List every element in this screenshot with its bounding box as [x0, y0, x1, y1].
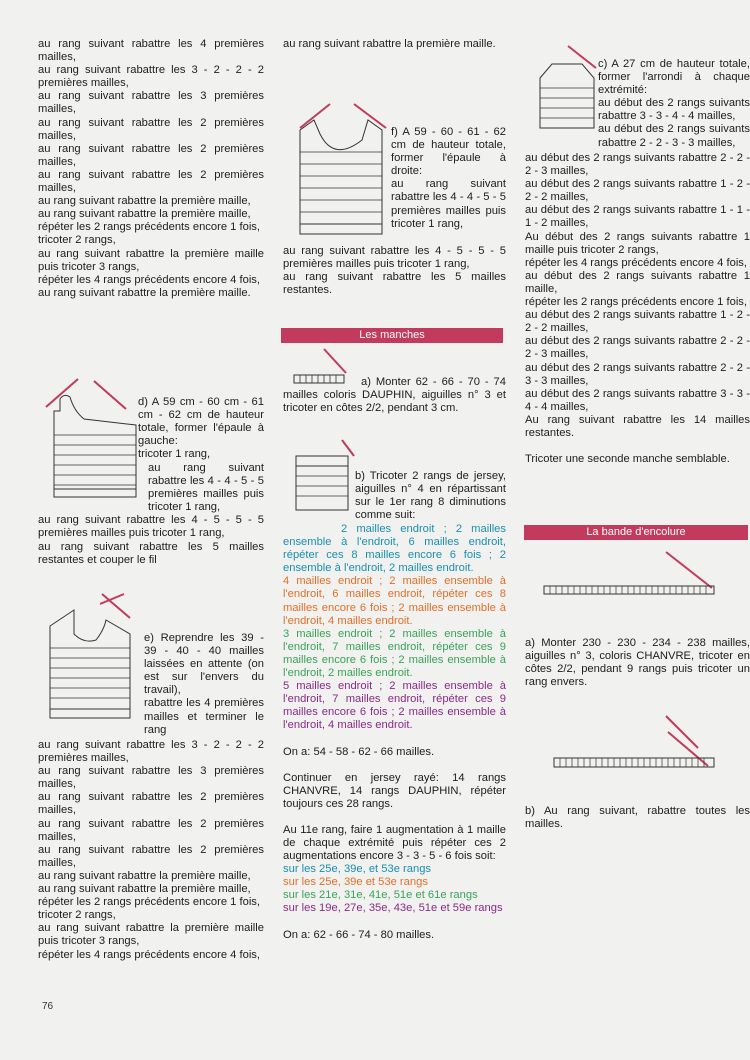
col1-line: au rang suivant rabattre les 2 premières mailles, [38, 168, 264, 195]
second-sleeve-text: Tricoter une seconde manche semblable. [525, 453, 730, 466]
col1-line: au rang suivant rabattre les 3 premières mailles, [38, 90, 264, 116]
step-f-intro: f) A 59 - 60 - 61 - 62 cm de hauteur totale, former l'épaule à droite: [391, 126, 506, 178]
col1-line: au rang suivant rabattre la première maille, [38, 195, 251, 208]
col1-block2 [38, 739, 264, 962]
neckband-cast-on-diagram [536, 548, 726, 608]
sleeve-step-c-intro: c) A 27 cm de hauteur totale, former l'arrondi à chaque extrémité: [598, 58, 750, 97]
sleeve-step-c-line: au début des 2 rangs suivants rabattre 2 - 2 - 3 - 3 mailles, [598, 123, 750, 149]
size-line: 5 mailles endroit ; 2 mailles ensemble à l'endroit, 7 mailles endroit, répéter ces 9 mailles encore 6 fois ; 2 mailles ensemble à l'endroit, 4 mailles endroit. [283, 680, 506, 732]
step-f [391, 126, 506, 231]
col1-line: répéter les 4 rangs précédents encore 4 fois, [38, 948, 261, 961]
rows-size-4: sur les 19e, 27e, 35e, 43e, 51e et 59e rangs [283, 902, 503, 915]
step-e-intro: e) Reprendre les 39 - 39 - 40 - 40 mailles laissées en attente (on est sur l'envers du travail), [144, 632, 264, 697]
col1-line: au rang suivant rabattre les 2 premières mailles, [38, 817, 264, 843]
sleeve-step-b [355, 470, 506, 522]
size-line: 3 mailles endroit ; 2 mailles ensemble à l'endroit, 7 mailles endroit, répéter ces 9 mailles encore 6 fois ; 2 mailles ensemble à l'endroit, 2 mailles endroit. [283, 627, 506, 680]
sleeve-cap-line: au début des 2 rangs suivants rabattre 2 - 2 - 2 - 3 mailles, [525, 152, 750, 178]
step-d-intro: d) A 59 cm - 60 cm - 61 cm - 62 cm de hauteur totale, former l'épaule à gauche: [138, 396, 264, 448]
sleeve-cap-continued [525, 152, 750, 466]
sleeve-cap-line: au début des 2 rangs suivants rabattre 2 - 2 - 2 - 3 mailles, [525, 335, 750, 361]
sleeve-cap-line: répéter les 4 rangs précédents encore 4 fois, [525, 256, 748, 269]
col1-line: répéter les 2 rangs précédents encore 1 fois, [38, 221, 261, 234]
step-d-line: au rang suivant rabattre les 4 - 4 - 5 - 5 premières mailles puis tricoter 1 rang, [148, 462, 264, 514]
size-line: 4 mailles endroit ; 2 mailles ensemble à l'endroit, 6 mailles endroit, répéter ces 8 mailles encore 6 fois ; 2 mailles ensemble à l'endroit, 4 mailles endroit. [283, 575, 506, 627]
neckband-step-a-text: a) Monter 230 - 230 - 234 - 238 mailles, aiguilles n° 3, coloris CHANVRE, tricoter en côtes 2/2, pendant 9 rangs puis tricoter un rang envers. [525, 637, 750, 689]
col2-top [283, 38, 506, 51]
step-d-line: au rang suivant rabattre les 5 mailles restantes et couper le fil [38, 540, 264, 566]
col1-line: au rang suivant rabattre les 2 premières mailles, [38, 142, 264, 168]
size-line: 2 mailles endroit ; 2 mailles ensemble à l'endroit, 6 mailles endroit, répéter ces 8 mailles encore 6 fois ; 2 ensemble à l'endroit, 2 mailles endroit. [283, 523, 506, 575]
neckband-step-b-text: b) Au rang suivant, rabattre toutes les mailles. [525, 805, 750, 831]
neckband-step-a [525, 637, 750, 689]
stitch-count-1: On a: 54 - 58 - 62 - 66 mailles. [283, 745, 435, 758]
rows-size-2: sur les 25e, 39e et 53e rangs [283, 876, 428, 889]
col1-line: au rang suivant rabattre les 2 premières mailles, [38, 791, 264, 817]
section-header-encolure: La bande d'encolure [524, 525, 748, 540]
sleeve-cap-line: au début des 2 rangs suivants rabattre 2 - 2 - 3 - 3 mailles, [525, 361, 750, 387]
step-e [144, 632, 264, 737]
neckband-step-b [525, 805, 750, 831]
neckband-bind-off-diagram [548, 712, 728, 782]
sleeve-step-b-intro: b) Tricoter 2 rangs de jersey, aiguilles n° 4 en répartissant sur le 1er rang 8 diminutions comme suit: [355, 470, 506, 522]
col1-line: au rang suivant rabattre la première maille puis tricoter 3 rangs, [38, 247, 264, 273]
col1-line: tricoter 2 rangs, [38, 909, 116, 922]
step-e-line: rabattre les 4 premières mailles et terminer le rang [144, 697, 264, 736]
col1-line: au rang suivant rabattre la première maille puis tricoter 3 rangs, [38, 922, 264, 948]
col1-line: au rang suivant rabattre les 4 premières mailles, [38, 38, 264, 64]
step-f-line: au rang suivant rabattre les 4 - 5 - 5 - 5 premières mailles puis tricoter 1 rang, [283, 245, 506, 271]
col1-line: au rang suivant rabattre les 2 premières mailles, [38, 116, 264, 142]
right-shoulder-diagram [44, 590, 140, 725]
step-f-continued [283, 245, 506, 297]
col1-line: au rang suivant rabattre les 3 - 2 - 2 - 2 premières mailles, [38, 64, 264, 90]
col1-line: au rang suivant rabattre la première maille. [38, 286, 251, 299]
step-d-continued [38, 462, 264, 567]
sleeve-step-a-text: a) Monter 62 - 66 - 70 - 74 mailles coloris DAUPHIN, aiguilles n° 3 et tricoter en côtes 2/2, pendant 3 cm. [283, 376, 506, 415]
section-header-manches: Les manches [281, 328, 503, 343]
column-1 [38, 38, 264, 300]
rows-size-3: sur les 21e, 31e, 41e, 51e et 61e rangs [283, 889, 478, 902]
increase-text: Au 11e rang, faire 1 augmentation à 1 maille de chaque extrémité puis répéter ces 2 augmentations encore 3 - 3 - 5 - 6 fois soit: [283, 823, 506, 863]
sleeve-cap-line: au début des 2 rangs suivants rabattre 1 - 2 - 2 - 2 mailles, [525, 309, 750, 335]
step-f-line: au rang suivant rabattre les 4 - 4 - 5 - 5 premières mailles puis tricoter 1 rang, [391, 178, 506, 230]
front-diagram [290, 100, 390, 240]
sleeve-cap-line: au début des 2 rangs suivants rabattre 1 maille, [525, 269, 750, 295]
col1-line: au rang suivant rabattre la première maille, [38, 208, 251, 221]
sleeve-cap-line: au début des 2 rangs suivants rabattre 3 - 3 - 4 - 4 mailles, [525, 387, 750, 413]
col1-line: au rang suivant rabattre les 3 premières mailles, [38, 765, 264, 791]
col1-line: répéter les 2 rangs précédents encore 1 fois, [38, 896, 261, 909]
col2-line: au rang suivant rabattre la première maille. [283, 38, 496, 50]
sleeve-cap-line: au début des 2 rangs suivants rabattre 1 - 2 - 2 - 2 mailles, [525, 178, 750, 204]
col1-line: tricoter 2 rangs, [38, 234, 116, 247]
col1-line: au rang suivant rabattre la première maille, [38, 869, 251, 882]
step-d-line: au rang suivant rabattre les 4 - 5 - 5 - 5 premières mailles puis tricoter 1 rang, [38, 514, 264, 540]
sleeve-cap-line: Au début des 2 rangs suivants rabattre 1 maille puis tricoter 2 rangs, [525, 230, 750, 256]
sleeve-step-c [598, 58, 750, 150]
sleeve-cap-line: au début des 2 rangs suivants rabattre 1 - 1 - 1 - 2 mailles, [525, 204, 750, 230]
sleeve-body-diagram [288, 436, 358, 516]
step-f-line: au rang suivant rabattre les 5 mailles restantes. [283, 271, 506, 297]
step-d-line: tricoter 1 rang, [138, 448, 211, 461]
col1-line: au rang suivant rabattre les 3 - 2 - 2 - 2 premières mailles, [38, 739, 264, 765]
sleeve-step-a [283, 376, 506, 415]
col1-line: répéter les 4 rangs précédents encore 4 fois, [38, 273, 261, 286]
sleeve-step-c-line: au début des 2 rangs suivants rabattre 3 - 3 - 4 - 4 mailles, [598, 97, 750, 123]
step-d [138, 396, 264, 461]
col1-line: au rang suivant rabattre la première maille, [38, 883, 251, 896]
stitch-count-2: On a: 62 - 66 - 74 - 80 mailles. [283, 928, 435, 941]
sleeve-cap-line: Au rang suivant rabattre les 14 mailles restantes. [525, 413, 750, 439]
stripes-text: Continuer en jersey rayé: 14 rangs CHANVRE, 14 rangs DAUPHIN, répéter toujours ces 28 rangs. [283, 771, 506, 810]
page-number: 76 [42, 1001, 54, 1012]
decrease-sizes [283, 523, 506, 942]
col1-line: au rang suivant rabattre les 2 premières mailles, [38, 843, 264, 869]
rows-size-1: sur les 25e, 39e, et 53e rangs [283, 863, 432, 876]
sleeve-cap-line: répéter les 2 rangs précédents encore 1 fois, [525, 296, 748, 309]
